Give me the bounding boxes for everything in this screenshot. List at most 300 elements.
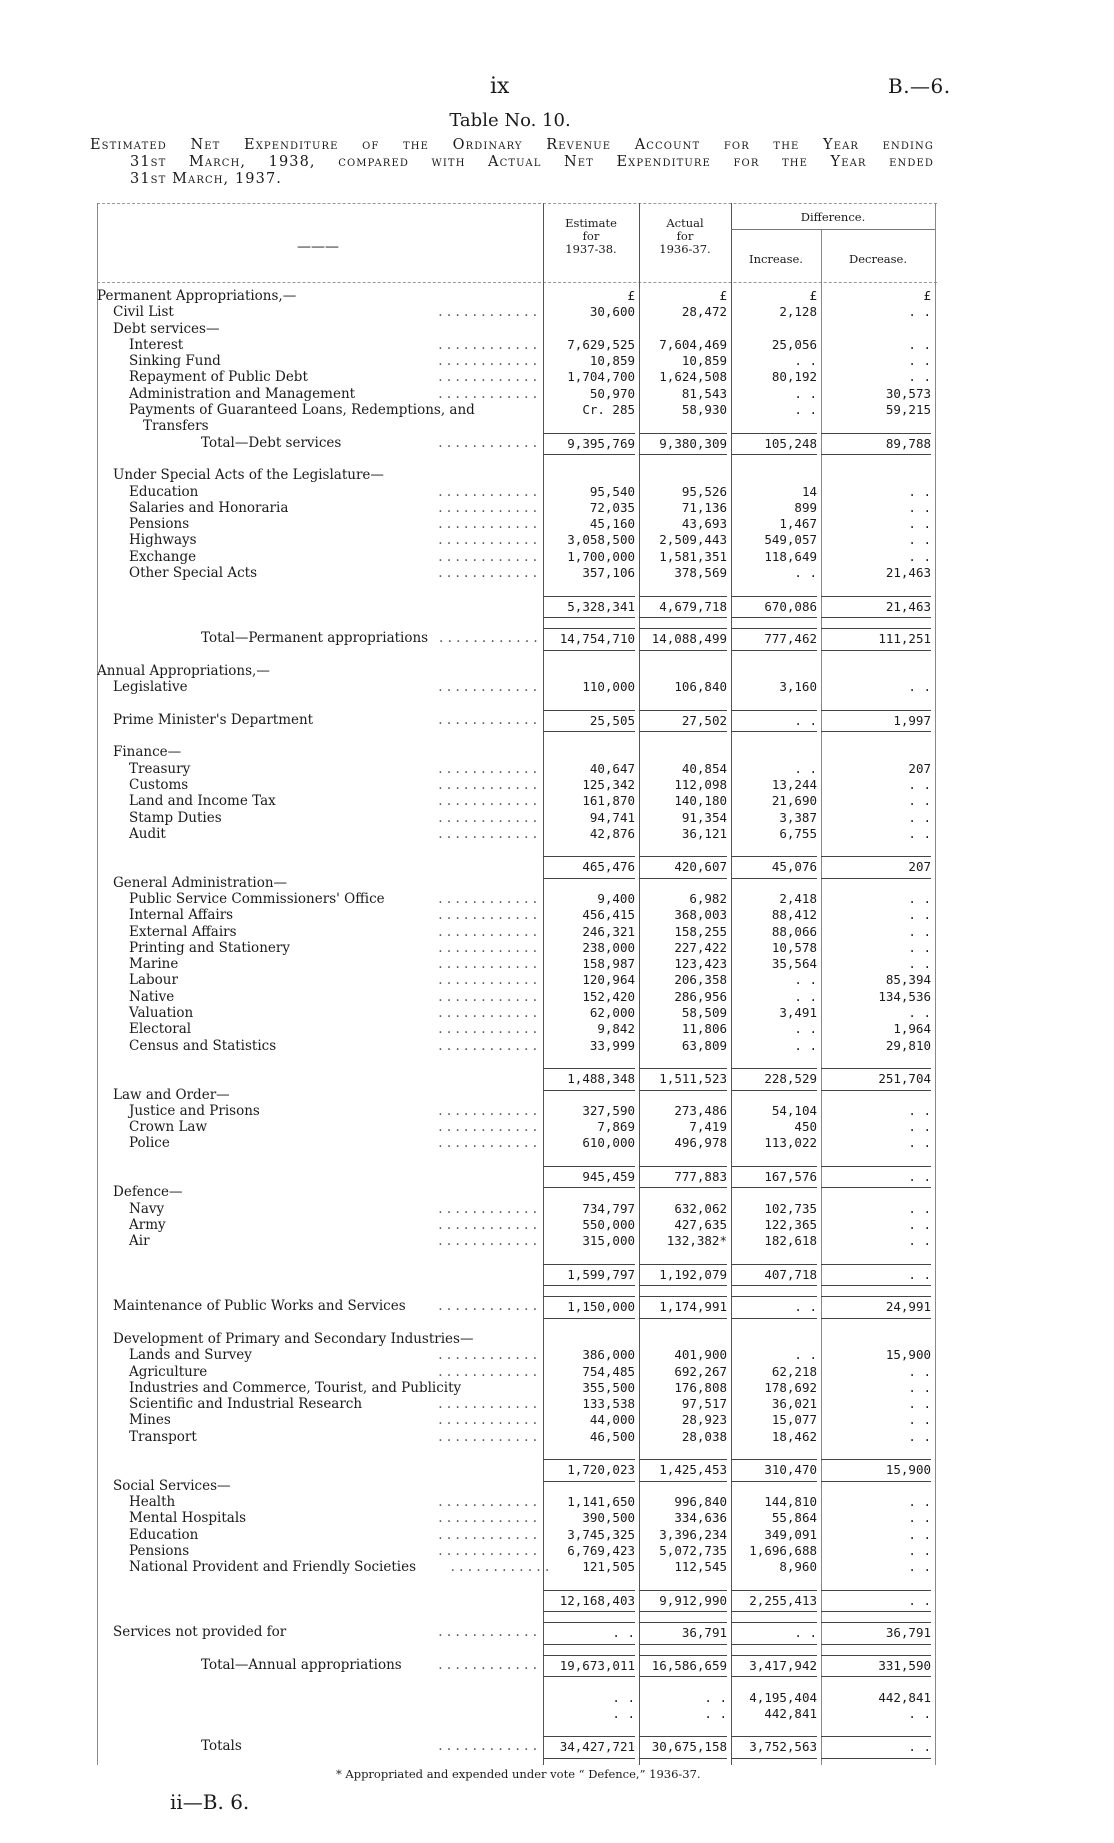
estimate-value: 9,395,769 bbox=[543, 433, 635, 455]
increase-value: 14 bbox=[801, 483, 817, 499]
row-label: Treasury bbox=[129, 760, 191, 777]
decrease-value: . . bbox=[908, 1396, 931, 1412]
increase-value: 36,021 bbox=[771, 1396, 817, 1412]
leader-dots: . . . . . . . . . . . . bbox=[438, 988, 537, 1005]
estimate-value: 161,870 bbox=[582, 793, 635, 809]
increase-value: £ bbox=[809, 288, 817, 303]
row-label: Pensions bbox=[129, 516, 190, 533]
decrease-value: . . bbox=[908, 890, 931, 906]
decrease-value: 1,997 bbox=[821, 710, 931, 732]
estimate-value: 10,859 bbox=[589, 353, 635, 369]
estimate-value: 158,987 bbox=[582, 956, 635, 972]
increase-value: 8,960 bbox=[779, 1559, 817, 1575]
decrease-value: . . bbox=[908, 353, 931, 369]
subtotal-row bbox=[97, 1690, 937, 1706]
leader-dots: . . . . . . . . . . . . bbox=[438, 809, 537, 826]
increase-value: 118,649 bbox=[764, 548, 817, 564]
increase-value: 1,696,688 bbox=[749, 1542, 817, 1558]
actual-value: 16,586,659 bbox=[639, 1655, 727, 1677]
subtotal-row bbox=[97, 598, 937, 614]
actual-value: 227,422 bbox=[674, 939, 727, 955]
estimate-value: 754,485 bbox=[582, 1363, 635, 1379]
table-row bbox=[97, 288, 937, 304]
increase-value: 144,810 bbox=[764, 1493, 817, 1509]
table-row bbox=[97, 1624, 937, 1640]
decrease-value: . . bbox=[908, 956, 931, 972]
estimate-value: 95,540 bbox=[589, 483, 635, 499]
leader-dots: . . . . . . . . . . . . bbox=[438, 1656, 537, 1673]
increase-value: . . bbox=[731, 1296, 817, 1318]
estimate-value: . . bbox=[612, 1705, 635, 1721]
table-row bbox=[97, 663, 937, 679]
header-item-dash: ——— bbox=[297, 239, 339, 255]
actual-value: 58,930 bbox=[681, 402, 727, 418]
estimate-value: 3,058,500 bbox=[567, 532, 635, 548]
header-actual bbox=[639, 189, 731, 256]
actual-value: 81,543 bbox=[681, 385, 727, 401]
actual-value: 112,098 bbox=[674, 776, 727, 792]
leader-dots: . . . . . . . . . . . . bbox=[438, 1363, 537, 1380]
decrease-value: 59,215 bbox=[885, 402, 931, 418]
actual-value: 71,136 bbox=[681, 499, 727, 515]
decrease-value: . . bbox=[908, 1005, 931, 1021]
row-label: Totals bbox=[201, 1738, 242, 1755]
table-row bbox=[97, 712, 937, 728]
actual-value: 206,358 bbox=[674, 972, 727, 988]
table-body bbox=[97, 288, 937, 1755]
increase-value: 10,578 bbox=[771, 939, 817, 955]
row-label: Exchange bbox=[129, 548, 197, 565]
actual-value: . . bbox=[704, 1705, 727, 1721]
decrease-value: . . bbox=[908, 1559, 931, 1575]
decrease-value: . . bbox=[908, 1526, 931, 1542]
table-row bbox=[97, 1559, 937, 1575]
estimate-value: 42,876 bbox=[589, 825, 635, 841]
estimate-value: 152,420 bbox=[582, 988, 635, 1004]
actual-value: 36,121 bbox=[681, 825, 727, 841]
increase-value: 182,618 bbox=[764, 1233, 817, 1249]
actual-value: 6,982 bbox=[689, 890, 727, 906]
subtotal-row bbox=[97, 1266, 937, 1282]
table-row bbox=[97, 989, 937, 1005]
actual-value: 1,192,079 bbox=[639, 1264, 727, 1286]
top-rule bbox=[97, 203, 937, 204]
decrease-value: . . bbox=[908, 336, 931, 352]
decrease-value: . . bbox=[908, 939, 931, 955]
actual-value: 286,956 bbox=[674, 988, 727, 1004]
header-estimate bbox=[543, 189, 639, 256]
estimate-value: 357,106 bbox=[582, 565, 635, 581]
decrease-value: 89,788 bbox=[821, 433, 931, 455]
leader-dots: . . . . . . . . . . . . bbox=[438, 1428, 537, 1445]
subtotal-row bbox=[97, 1461, 937, 1477]
leader-dots: . . . . . . . . . . . . bbox=[438, 1493, 537, 1510]
row-label: Salaries and Honoraria bbox=[129, 499, 289, 516]
row-label: Native bbox=[129, 988, 175, 1005]
decrease-value: 30,573 bbox=[885, 385, 931, 401]
increase-value: 4,195,404 bbox=[749, 1689, 817, 1705]
decrease-value: . . bbox=[908, 1119, 931, 1135]
table-row bbox=[97, 972, 937, 988]
decrease-value: 15,900 bbox=[821, 1459, 931, 1481]
increase-value: . . bbox=[794, 760, 817, 776]
leader-dots: . . . . . . . . . . . . bbox=[438, 1510, 537, 1527]
table-row bbox=[97, 1184, 937, 1200]
actual-value: 996,840 bbox=[674, 1493, 727, 1509]
decrease-value: . . bbox=[908, 1705, 931, 1721]
table-row bbox=[97, 1657, 937, 1673]
leader-dots: . . . . . . . . . . . . bbox=[438, 679, 537, 696]
estimate-value: 246,321 bbox=[582, 923, 635, 939]
leader-dots: . . . . . . . . . . . . bbox=[438, 1624, 537, 1641]
table-row bbox=[97, 956, 937, 972]
row-label: Administration and Management bbox=[129, 385, 356, 402]
leader-dots: . . . . . . . . . . . . bbox=[438, 1412, 537, 1429]
table-row bbox=[97, 1494, 937, 1510]
row-label: Services not provided for bbox=[113, 1624, 287, 1641]
row-label: Annual Appropriations,— bbox=[97, 662, 270, 679]
estimate-value: 3,745,325 bbox=[567, 1526, 635, 1542]
leader-dots: . . . . . . . . . . . . bbox=[438, 1200, 537, 1217]
estimate-value: 1,700,000 bbox=[567, 548, 635, 564]
actual-value: 2,509,443 bbox=[659, 532, 727, 548]
decrease-value: 111,251 bbox=[821, 628, 931, 650]
estimate-value: 6,769,423 bbox=[567, 1542, 635, 1558]
increase-value: 407,718 bbox=[731, 1264, 817, 1286]
table-caption bbox=[90, 137, 934, 188]
row-label: Pensions bbox=[129, 1542, 190, 1559]
table-row bbox=[97, 532, 937, 548]
table-row bbox=[97, 810, 937, 826]
row-label: Police bbox=[129, 1135, 170, 1152]
row-label: Repayment of Public Debt bbox=[129, 369, 308, 386]
estimate-value: 110,000 bbox=[582, 679, 635, 695]
caption-line-2: 31st March, 1938, compared with Actual Net Expenditure for the Year ended bbox=[130, 154, 934, 170]
increase-value: 549,057 bbox=[764, 532, 817, 548]
decrease-value: . . bbox=[908, 304, 931, 320]
decrease-value: . . bbox=[908, 1428, 931, 1444]
table-row bbox=[97, 337, 937, 353]
estimate-value: 12,168,403 bbox=[543, 1590, 635, 1612]
estimate-value: 9,400 bbox=[597, 890, 635, 906]
table-row bbox=[97, 679, 937, 695]
estimate-value: 120,964 bbox=[582, 972, 635, 988]
subtotal-row bbox=[97, 858, 937, 874]
actual-value: 28,923 bbox=[681, 1412, 727, 1428]
estimate-value: 94,741 bbox=[589, 809, 635, 825]
table-row bbox=[97, 1364, 937, 1380]
table-row bbox=[97, 1331, 937, 1347]
row-label: Social Services— bbox=[113, 1477, 231, 1494]
header-difference: Difference. bbox=[800, 210, 866, 224]
increase-value: 3,752,563 bbox=[731, 1736, 817, 1758]
decrease-value: . . bbox=[908, 532, 931, 548]
row-label: Lands and Survey bbox=[129, 1347, 252, 1364]
estimate-value: 133,538 bbox=[582, 1396, 635, 1412]
subtotal-row bbox=[97, 1168, 937, 1184]
estimate-value: 734,797 bbox=[582, 1200, 635, 1216]
actual-value: 1,174,991 bbox=[639, 1296, 727, 1318]
estimate-value: 386,000 bbox=[582, 1347, 635, 1363]
increase-value: 80,192 bbox=[771, 369, 817, 385]
leader-dots: . . . . . . . . . . . . bbox=[438, 776, 537, 793]
leader-dots: . . . . . . . . . . . . bbox=[438, 369, 537, 386]
actual-value: 334,636 bbox=[674, 1510, 727, 1526]
leader-dots: . . . . . . . . . . . . bbox=[438, 1298, 537, 1315]
actual-value: 427,635 bbox=[674, 1216, 727, 1232]
increase-value: . . bbox=[794, 353, 817, 369]
leader-dots: . . . . . . . . . . . . bbox=[438, 1119, 537, 1136]
caption-line-1: Estimated Net Expenditure of the Ordinary Revenue Account for the Year ending bbox=[90, 137, 934, 153]
actual-value: 5,072,735 bbox=[659, 1542, 727, 1558]
actual-value: 496,978 bbox=[674, 1135, 727, 1151]
estimate-value: 550,000 bbox=[582, 1216, 635, 1232]
table-row bbox=[97, 1396, 937, 1412]
subtotal-row bbox=[97, 1706, 937, 1722]
row-label: Highways bbox=[129, 532, 197, 549]
decrease-value: 15,900 bbox=[885, 1347, 931, 1363]
subtotal-row bbox=[97, 1592, 937, 1608]
increase-value: 21,690 bbox=[771, 793, 817, 809]
row-label: Transfers bbox=[143, 418, 209, 435]
row-label: Debt services— bbox=[113, 320, 220, 337]
table-row bbox=[97, 777, 937, 793]
row-label: Scientific and Industrial Research bbox=[129, 1396, 363, 1413]
decrease-value: . . bbox=[908, 369, 931, 385]
leader-dots: . . . . . . . . . . . . bbox=[438, 711, 537, 728]
decrease-value: . . bbox=[908, 1102, 931, 1118]
estimate-value: 46,500 bbox=[589, 1428, 635, 1444]
leader-dots: . . . . . . . . . . . . bbox=[438, 434, 537, 451]
estimate-value: 72,035 bbox=[589, 499, 635, 515]
decrease-value: 21,463 bbox=[885, 565, 931, 581]
decrease-value: 207 bbox=[821, 856, 931, 878]
table-row bbox=[97, 467, 937, 483]
row-label: External Affairs bbox=[129, 923, 237, 940]
leader-dots: . . . . . . . . . . . . bbox=[438, 1102, 537, 1119]
actual-value: 158,255 bbox=[674, 923, 727, 939]
row-label: Total—Annual appropriations bbox=[201, 1656, 402, 1673]
decrease-value: . . bbox=[908, 1216, 931, 1232]
table-row bbox=[97, 793, 937, 809]
table-row bbox=[97, 500, 937, 516]
header-actual-line: Actual bbox=[666, 216, 704, 230]
estimate-value: 121,505 bbox=[582, 1559, 635, 1575]
table-row bbox=[97, 549, 937, 565]
actual-value: 1,581,351 bbox=[659, 548, 727, 564]
increase-value: 6,755 bbox=[779, 825, 817, 841]
table-row bbox=[97, 1217, 937, 1233]
estimate-value: 1,599,797 bbox=[543, 1264, 635, 1286]
row-label: Defence— bbox=[113, 1184, 183, 1201]
estimate-value: 33,999 bbox=[589, 1037, 635, 1053]
decrease-value: 251,704 bbox=[821, 1068, 931, 1090]
table-row bbox=[97, 1510, 937, 1526]
leader-dots: . . . . . . . . . . . . bbox=[438, 483, 537, 500]
row-label: Justice and Prisons bbox=[129, 1102, 260, 1119]
decrease-value: . . bbox=[908, 548, 931, 564]
actual-value: 11,806 bbox=[681, 1021, 727, 1037]
increase-value: 2,418 bbox=[779, 890, 817, 906]
actual-value: 401,900 bbox=[674, 1347, 727, 1363]
decrease-value: . . bbox=[908, 1493, 931, 1509]
increase-value: 167,576 bbox=[731, 1166, 817, 1188]
leader-dots: . . . . . . . . . . . . bbox=[438, 353, 537, 370]
leader-dots: . . . . . . . . . . . . bbox=[438, 907, 537, 924]
estimate-value: 1,488,348 bbox=[543, 1068, 635, 1090]
increase-value: . . bbox=[794, 1021, 817, 1037]
header-rule bbox=[97, 282, 937, 283]
header-estimate-line: Estimate bbox=[565, 216, 617, 230]
actual-value: 1,511,523 bbox=[639, 1068, 727, 1090]
table-row bbox=[97, 435, 937, 451]
table-row bbox=[97, 369, 937, 385]
decrease-value: . . bbox=[821, 1736, 931, 1758]
leader-dots: . . . . . . . . . . . . bbox=[438, 760, 537, 777]
decrease-value: . . bbox=[908, 793, 931, 809]
estimate-value: 390,500 bbox=[582, 1510, 635, 1526]
actual-value: 40,854 bbox=[681, 760, 727, 776]
estimate-value: 50,970 bbox=[589, 385, 635, 401]
increase-value: 88,066 bbox=[771, 923, 817, 939]
estimate-value: 5,328,341 bbox=[543, 596, 635, 618]
actual-value: 95,526 bbox=[681, 483, 727, 499]
actual-value: 97,517 bbox=[681, 1396, 727, 1412]
increase-value: 54,104 bbox=[771, 1102, 817, 1118]
estimate-value: 7,629,525 bbox=[567, 336, 635, 352]
decrease-value: 134,536 bbox=[878, 988, 931, 1004]
row-label: Land and Income Tax bbox=[129, 793, 276, 810]
row-label: Internal Affairs bbox=[129, 907, 234, 924]
leader-dots: . . . . . . . . . . . . bbox=[438, 825, 537, 842]
row-label: Finance— bbox=[113, 744, 182, 761]
increase-value: . . bbox=[794, 1037, 817, 1053]
row-label: Payments of Guaranteed Loans, Redemptions, and bbox=[129, 402, 475, 419]
increase-value: 310,470 bbox=[731, 1459, 817, 1481]
row-label: Marine bbox=[129, 956, 179, 973]
row-label: Audit bbox=[129, 825, 166, 842]
table-row bbox=[97, 353, 937, 369]
actual-value: 1,425,453 bbox=[639, 1459, 727, 1481]
decrease-value: 21,463 bbox=[821, 596, 931, 618]
estimate-value: 40,647 bbox=[589, 760, 635, 776]
row-label: Air bbox=[129, 1233, 150, 1250]
increase-value: . . bbox=[731, 1622, 817, 1644]
estimate-value: 610,000 bbox=[582, 1135, 635, 1151]
estimate-value: £ bbox=[627, 288, 635, 303]
decrease-value: . . bbox=[908, 825, 931, 841]
estimate-value: 456,415 bbox=[582, 907, 635, 923]
increase-value: 105,248 bbox=[731, 433, 817, 455]
table-row bbox=[97, 1135, 937, 1151]
table-row bbox=[97, 1527, 937, 1543]
decrease-value: . . bbox=[908, 1135, 931, 1151]
table-title: Table No. 10. bbox=[449, 110, 571, 131]
decrease-value: . . bbox=[908, 1379, 931, 1395]
row-label: Army bbox=[129, 1216, 166, 1233]
actual-value: 132,382* bbox=[666, 1233, 727, 1249]
increase-value: 3,417,942 bbox=[731, 1655, 817, 1677]
table-row bbox=[97, 875, 937, 891]
page-number: ix bbox=[490, 74, 510, 99]
estimate-value: 7,869 bbox=[597, 1119, 635, 1135]
actual-value: 9,380,309 bbox=[639, 433, 727, 455]
caption-line-3: 31st March, 1937. bbox=[130, 171, 282, 187]
actual-value: 1,624,508 bbox=[659, 369, 727, 385]
increase-value: 55,864 bbox=[771, 1510, 817, 1526]
row-label: Navy bbox=[129, 1200, 165, 1217]
actual-value: 273,486 bbox=[674, 1102, 727, 1118]
table-row bbox=[97, 1478, 937, 1494]
row-label: Electoral bbox=[129, 1021, 192, 1038]
decrease-value: 36,791 bbox=[821, 1622, 931, 1644]
row-label: Under Special Acts of the Legislature— bbox=[113, 467, 384, 484]
header-estimate-line: for bbox=[582, 229, 600, 243]
document-reference: B.—6. bbox=[888, 74, 951, 98]
leader-dots: . . . . . . . . . . . . bbox=[438, 1216, 537, 1233]
estimate-value: 1,141,650 bbox=[567, 1493, 635, 1509]
actual-value: 91,354 bbox=[681, 809, 727, 825]
leader-dots: . . . . . . . . . . . . bbox=[438, 516, 537, 533]
table-row bbox=[97, 1087, 937, 1103]
estimate-value: 19,673,011 bbox=[543, 1655, 635, 1677]
header-actual-line: 1936-37. bbox=[659, 242, 711, 256]
row-label: Other Special Acts bbox=[129, 565, 257, 582]
row-label: Civil List bbox=[113, 304, 174, 321]
leader-dots: . . . . . . . . . . . . bbox=[438, 1738, 537, 1755]
estimate-value: 34,427,721 bbox=[543, 1736, 635, 1758]
actual-value: 420,607 bbox=[639, 856, 727, 878]
decrease-value: 29,810 bbox=[885, 1037, 931, 1053]
actual-value: 43,693 bbox=[681, 516, 727, 532]
estimate-value: 1,720,023 bbox=[543, 1459, 635, 1481]
actual-value: 777,883 bbox=[639, 1166, 727, 1188]
row-label: Education bbox=[129, 1526, 199, 1543]
estimate-value: 1,704,700 bbox=[567, 369, 635, 385]
increase-value: 102,735 bbox=[764, 1200, 817, 1216]
row-label: Census and Statistics bbox=[129, 1037, 277, 1054]
table-row bbox=[97, 1412, 937, 1428]
increase-value: 3,387 bbox=[779, 809, 817, 825]
table-row bbox=[97, 1429, 937, 1445]
leader-dots: . . . . . . . . . . . . bbox=[439, 630, 538, 647]
leader-dots: . . . . . . . . . . . . bbox=[438, 890, 537, 907]
table-row bbox=[97, 304, 937, 320]
row-label: Sinking Fund bbox=[129, 353, 221, 370]
table-row bbox=[97, 402, 937, 418]
row-label: Total—Permanent appropriations bbox=[201, 630, 429, 647]
estimate-value: Cr. 285 bbox=[582, 402, 635, 418]
decrease-value: . . bbox=[908, 1542, 931, 1558]
leader-dots: . . . . . . . . . . . . bbox=[438, 956, 537, 973]
increase-value: 228,529 bbox=[731, 1068, 817, 1090]
footer-reference: ii—B. 6. bbox=[170, 1790, 250, 1814]
decrease-value: 331,590 bbox=[821, 1655, 931, 1677]
actual-value: 4,679,718 bbox=[639, 596, 727, 618]
actual-value: 3,396,234 bbox=[659, 1526, 727, 1542]
increase-value: . . bbox=[794, 988, 817, 1004]
actual-value: 27,502 bbox=[639, 710, 727, 732]
leader-dots: . . . . . . . . . . . . bbox=[438, 1542, 537, 1559]
row-label: Education bbox=[129, 483, 199, 500]
row-label: Health bbox=[129, 1493, 176, 1510]
table-row bbox=[97, 386, 937, 402]
decrease-value: . . bbox=[908, 923, 931, 939]
increase-value: 45,076 bbox=[731, 856, 817, 878]
table-row bbox=[97, 516, 937, 532]
increase-value: 442,841 bbox=[764, 1705, 817, 1721]
actual-value: 378,569 bbox=[674, 565, 727, 581]
